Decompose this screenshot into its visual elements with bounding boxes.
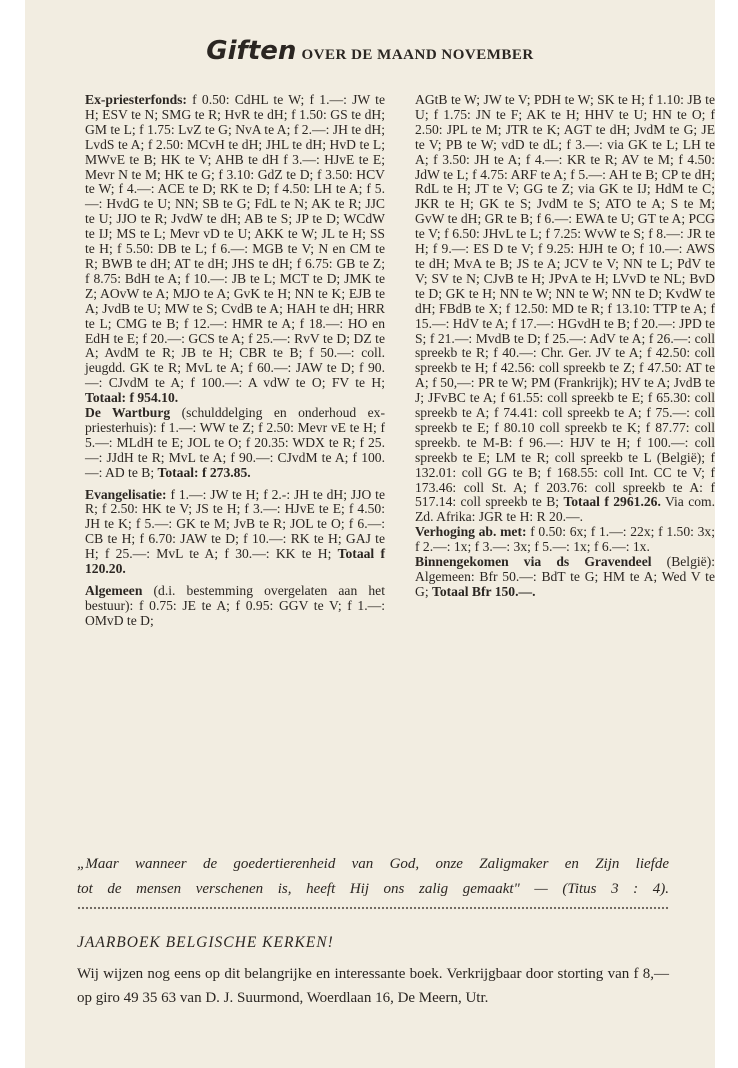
total-algemeen: Totaal f 2961.26. <box>563 494 661 510</box>
text-evangelisatie: f 1.—: JW te H; f 2.-: JH te dH; JJO te R; f 2.50: HK te V; JS te H; f 3.—: HJvE te E; f 4.50: JH te K; f 5.—: GK te M; JvB te R; JOL te O; f 6.—: CB te H; f 6.70: JAW te D; f 10.—: RK te H; GAJ te H; f 25.—: MvL te A; f 30.—: KK te H; <box>85 486 385 562</box>
section-body: Wij wijzen nog eens op dit belangrijke en interessante boek. Verkrijgbaar door storting van f 8,— op giro 49 35 63 van D. J. Suurmond, Woerdlaan 16, De Meern, Utr. <box>77 966 669 1006</box>
label-binnengekomen: Binnengekomen via ds Gravendeel <box>415 554 652 570</box>
paragraph-ex-priesterfonds <box>85 93 385 406</box>
wavy-divider <box>77 906 669 910</box>
text-algemeen-continued: AGtB te W; JW te V; PDH te W; SK te H; f 1.10: JB te U; f 1.75: JN te F; AK te H; HHV te U; HN te O; f 2.50: JPL te M; JTR te K; AGT te dH; JvdM te G; JE te V; PB te W; vdD te dL; f 3.—: via GK te L; LH te A; f 3.50: JH te A; f 4.—: KR te R; AV te M; f 4.50: JdW te L; f 4.75: ARF te A; f 5.—: AH te B; CP te dH; RdL te H; JT te V; GG te Z; via GK te IJ; HdM te C; JKR te H; GK te S; JvdM te S; ATO te A; S te M; GvW te dH; GR te B; f 6.—: EWA te U; GT te A; PCG te V; f 6.50: JHvL te L; f 7.25: WvW te S; f 8.—: JR te H; f 9.—: ES D te V; f 9.25: HJH te O; f 10.—: AWS te dH; MvA te B; JS te A; JCV te V; NN te L; PdV te V; SV te N; CJvB te H; JPvA te H; LVvD te NL; BvD te D; GK te H; NN te W; NN te W; NN te D; KvdW te dH; FBdB te X; f 12.50: MD te R; f 13.10: TTP te A; f 15.—: HdV te A; f 17.—: HGvdH te B; f 20.—: JPD te S; f 21.—: MvdB te D; f 25.—: AdV te A; f 26.—: coll spreekb te R; f 40.—: Chr. Ger. JV te A; f 42.50: coll spreekb te H; f 42.56: coll spreekb te Z; f 47.50: AT te A; f 50,—: PR te W; PM (Frankrijk); HV te A; JvdB te J; JFvBC te A; f 61.55: coll spreekb te E; f 65.30: coll spreekb te A; f 74.41: coll spreekb te A; f 75.—: coll spreekb te E; f 80.10 coll spreekb te K; f 87.77: coll spreekb. te M-B: f 96.—: HJV te H; f 100.—: coll spreekb te E; LM te R; coll spreekb te L (België); f 132.01: coll GG te B; f 168.55: coll Int. CC te V; f 173.46: coll St. A; f 203.76: coll spreekb te A: f 517.14: coll spreekb te B; <box>415 92 715 510</box>
paragraph-algemeen <box>85 584 385 629</box>
page-heading <box>25 36 715 66</box>
paragraph-verhoging <box>415 525 715 555</box>
label-ex-priesterfonds: Ex-priesterfonds: <box>85 92 187 107</box>
text-via-zuid-afrika: Via com. Zd. Afrika: JGR te H: R 20.—. <box>415 494 715 525</box>
section-title: JAARBOEK BELGISCHE KERKEN! <box>77 934 334 951</box>
quote-line-1: „Maar wanneer de goedertierenheid van God, onze Zaligmaker en Zijn liefde <box>77 856 669 872</box>
total-binnengekomen: Totaal Bfr 150.—. <box>432 583 536 599</box>
text-binnengekomen: (België): Algemeen: Bfr 50.—: BdT te G; HM te A; Wed V te G; <box>415 554 715 599</box>
text-wartburg: (schulddelging en onderhoud ex-priesterhuis): f 1.—: WW te Z; f 2.50: Mevr vE te H; f 5.—: MLdH te E; JOL te O; f 20.35: WDX te R; f 25.—: JJdH te R; MvL te A; f 90.—: CJvdM te A; f 100.—: AD te B; <box>85 405 385 480</box>
left-column <box>85 93 385 629</box>
paragraph-binnengekomen <box>415 555 715 600</box>
text-algemeen: (d.i. bestemming overgelaten aan het bestuur): f 0.75: JE te A; f 0.95: GGV te V; f 1.—: OMvD te D; <box>85 583 385 628</box>
text-verhoging: f 0.50: 6x; f 1.—: 22x; f 1.50: 3x; f 2.—: 1x; f 3.—: 3x; f 5.—: 1x; f 6.—: 1x. <box>415 524 715 555</box>
heading-main: Giften <box>206 36 297 66</box>
label-verhoging: Verhoging ab. met: <box>415 524 527 540</box>
heading-rest: OVER DE MAAND NOVEMBER <box>301 47 534 63</box>
document-page <box>25 0 715 1068</box>
paragraph-wartburg <box>85 406 385 481</box>
paragraph-evangelisatie <box>85 488 385 577</box>
label-evangelisatie: Evangelisatie: <box>85 486 167 502</box>
text-ex-priesterfonds: f 0.50: CdHL te W; f 1.—: JW te H; ESV te N; SMG te R; HvR te dH; f 1.50: GS te dH; GM te L; f 1.75: LvZ te G; NvA te A; f 2.—: JH te dH; LvdS te A; f 2.50: MCvH te dH; JHL te dH; HvD te L; MWvE te B; HK te V; AHB te dH f 3.—: HJvE te E; Mevr N te M; HK te G; f 3.10: GdZ te D; f 3.50: HCV te W; f 4.—: ACE te D; RK te D; f 4.50: LH te A; f 5.—: HvdG te U; NN; SB te G; FdL te N; AK te R; JJC te U; JJO te R; JvdW te dH; AB te S; JP te D; WCdW te IJ; MS te L; Mevr vD te U; AKK te W; JL te H; SS te H; f 5.50: DB te L; f 6.—: MGB te V; N en CM te R; BWB te dH; AT te dH; JHS te dH; f 6.75: GB te Z; f 8.75: BdH te A; f 10.—: JB te L; MCT te D; JMK te Z; AOvW te A; MJO te A; GvK te H; NN te K; EJB te A; JvdB te U; MW te S; CvdB te A; HAH te dH; HRR te L; CMG te B; f 12.—: HMR te A; f 18.—: HO en EdH te E; f 20.—: GCS te A; f 25.—: RvV te D; DZ te A; AvdM te R; JB te H; CBR te B; f 50.—: coll. jeugdd. GK te R; MvL te A; f 60.—: JAW te D; f 90.—: CJvdM te A; f 100.—: A vdW te O; FV te H; <box>85 92 385 391</box>
quote-line-2: tot de mensen verschenen is, heeft Hij ons zalig gemaakt" — (Titus 3 : 4). <box>77 881 669 897</box>
paragraph-algemeen-continued <box>415 93 715 525</box>
bible-quote <box>77 852 669 902</box>
label-algemeen: Algemeen <box>85 583 143 598</box>
right-column <box>415 93 715 600</box>
label-wartburg: De Wartburg <box>85 405 171 421</box>
total-wartburg: Totaal: f 273.85. <box>157 464 251 480</box>
total-evangelisatie: Totaal f 120.20. <box>85 546 385 577</box>
total-ex-priesterfonds: Totaal: f 954.10. <box>85 390 179 406</box>
